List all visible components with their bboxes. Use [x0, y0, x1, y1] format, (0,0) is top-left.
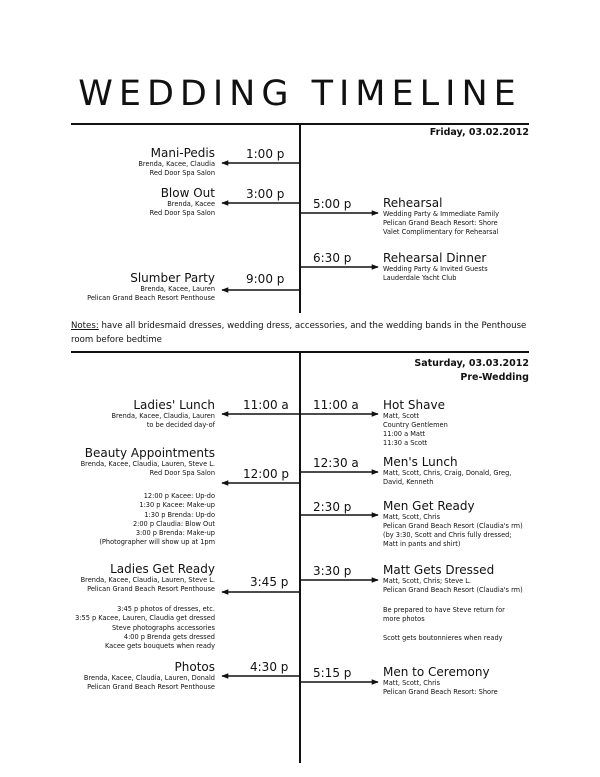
event-detail: Brenda, Kacee	[167, 200, 215, 208]
event-time: 6:30 p	[313, 251, 352, 265]
event-time: 12:30 a	[313, 456, 359, 470]
event-title: Rehearsal Dinner	[383, 251, 487, 265]
event-time: 2:30 p	[313, 500, 352, 514]
event-detail: Pelican Grand Beach Resort Penthouse	[87, 585, 215, 593]
event-detail: Country Gentlemen	[383, 421, 448, 429]
event-detail: Brenda, Kacee, Claudia, Lauren, Steve L.	[80, 460, 215, 468]
event-detail: Wedding Party & Immediate Family	[383, 210, 499, 218]
event-detail: Matt, Scott, Chris	[383, 679, 441, 687]
event-detail: Matt, Scott, Chris; Steve L.	[383, 577, 472, 585]
event-detail: Matt, Scott	[383, 412, 420, 420]
note-line: Be prepared to have Steve return for	[383, 606, 505, 614]
event-detail: David, Kenneth	[383, 478, 434, 486]
schedule-line: 1:30 p Brenda: Up-do	[144, 510, 215, 519]
event-detail: Lauderdale Yacht Club	[383, 274, 457, 282]
schedule-line: 1:30 p Kacee: Make-up	[139, 501, 215, 510]
event-detail: Red Door Spa Salon	[149, 209, 215, 217]
event-title: Men's Lunch	[383, 455, 458, 469]
event-detail: Brenda, Kacee, Claudia	[138, 160, 215, 168]
event-time: 5:15 p	[313, 666, 352, 680]
event-detail: Matt in pants and shirt)	[383, 540, 461, 548]
event-detail: Pelican Grand Beach Resort: Shore	[383, 219, 498, 227]
event-detail: Wedding Party & Invited Guests	[383, 265, 488, 273]
event-time: 11:00 a	[243, 398, 289, 412]
event-title: Men to Ceremony	[383, 665, 490, 679]
event-time: 3:45 p	[250, 575, 289, 589]
event-time: 1:00 p	[246, 147, 285, 161]
schedule-line: 2:00 p Claudia: Blow Out	[132, 519, 215, 528]
saturday-date: Saturday, 03.03.2012	[414, 358, 529, 369]
event-title: Slumber Party	[130, 271, 215, 285]
event-detail: 11:30 a Scott	[383, 439, 428, 447]
event-detail: Valet Complimentary for Rehearsal	[383, 228, 499, 236]
event-detail: 11:00 a Matt	[383, 430, 426, 438]
event-detail: Pelican Grand Beach Resort (Claudia's rm)	[383, 586, 523, 594]
event-time: 3:00 p	[246, 187, 285, 201]
event-title: Mani-Pedis	[150, 146, 215, 160]
event-title: Ladies Get Ready	[110, 562, 215, 576]
event-time: 11:00 a	[313, 398, 359, 412]
event-time: 5:00 p	[313, 197, 352, 211]
schedule-line: 3:45 p photos of dresses, etc.	[117, 605, 215, 613]
event-detail: Red Door Spa Salon	[149, 469, 215, 477]
event-title: Blow Out	[160, 186, 215, 200]
schedule-line: (Photographer will show up at 1pm	[99, 538, 215, 547]
event-detail: Red Door Spa Salon	[149, 169, 215, 177]
event-detail: (by 3:30, Scott and Chris fully dressed;	[383, 531, 512, 539]
event-detail: Brenda, Kacee, Claudia, Lauren, Donald	[83, 674, 215, 682]
event-title: Ladies' Lunch	[133, 398, 215, 412]
event-detail: Pelican Grand Beach Resort (Claudia's rm)	[383, 522, 523, 530]
event-detail: Pelican Grand Beach Resort Penthouse	[87, 294, 215, 302]
event-title: Men Get Ready	[383, 499, 475, 513]
note-line: more photos	[383, 615, 425, 624]
page-title: WEDDING TIMELINE	[78, 74, 522, 114]
schedule-line: 3:55 p Kacee, Lauren, Claudia get dressed	[75, 614, 215, 623]
event-detail: Brenda, Kacee, Claudia, Lauren	[111, 412, 215, 420]
event-title: Hot Shave	[383, 398, 445, 412]
notes-label: Notes:	[71, 321, 99, 331]
schedule-line: Steve photographs accessories	[111, 623, 215, 632]
saturday-subtitle: Pre-Wedding	[460, 372, 529, 383]
event-detail: Brenda, Kacee, Lauren	[140, 285, 215, 293]
event-title: Beauty Appointments	[84, 446, 215, 460]
event-detail: Brenda, Kacee, Claudia, Lauren, Steve L.	[80, 576, 215, 584]
schedule-line: 4:00 p Brenda gets dressed	[123, 632, 215, 641]
note-line: Scott gets boutonnieres when ready	[383, 633, 503, 642]
event-detail: Pelican Grand Beach Resort Penthouse	[87, 683, 215, 691]
event-detail: Matt, Scott, Chris	[383, 513, 441, 521]
event-detail: Pelican Grand Beach Resort: Shore	[383, 688, 498, 696]
schedule-line: 12:00 p Kacee: Up-do	[143, 492, 215, 500]
event-detail: Matt, Scott, Chris, Craig, Donald, Greg,	[383, 469, 512, 477]
notes-text: have all bridesmaid dresses, wedding dress, accessories, and the wedding bands in the Penthouse room before bedtime	[71, 321, 527, 345]
event-title: Rehearsal	[383, 196, 443, 210]
event-time: 4:30 p	[250, 660, 289, 674]
friday-date: Friday, 03.02.2012	[429, 127, 529, 138]
event-detail: to be decided day-of	[146, 421, 215, 429]
event-time: 9:00 p	[246, 272, 285, 286]
schedule-line: 3:00 p Brenda: Make-up	[135, 529, 215, 538]
event-title: Matt Gets Dressed	[383, 563, 495, 577]
schedule-line: Kacee gets bouquets when ready	[104, 642, 215, 651]
event-time: 12:00 p	[243, 467, 290, 481]
event-title: Photos	[174, 660, 215, 674]
event-time: 3:30 p	[313, 564, 352, 578]
